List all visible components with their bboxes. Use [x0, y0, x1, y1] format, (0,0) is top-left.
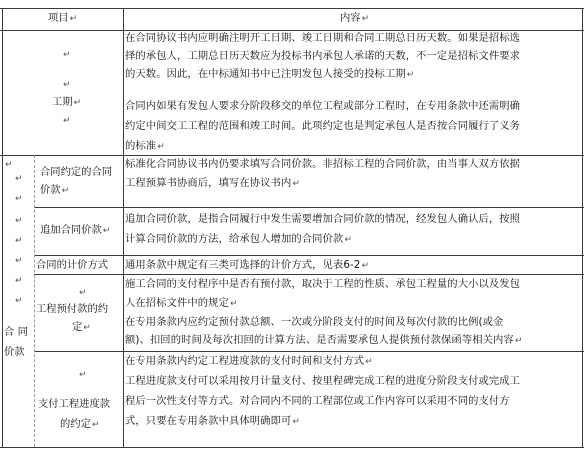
table-top-border	[0, 8, 584, 9]
price-group-label-line: 价款	[4, 346, 25, 358]
paragraph-mark: ↵	[63, 80, 71, 90]
row-content-line: 追加合同价款，是指合同履行中发生需要增加合同价款的情况，经发包人确认后，按照	[125, 213, 521, 225]
duration-line: 在合同协议书内应明确注明开工日期、竣工日期和合同工期总日历天数。如果是招标选	[125, 32, 521, 44]
paragraph-mark: ↵	[15, 216, 23, 226]
table-right-border	[582, 8, 583, 447]
row-divider	[34, 255, 584, 256]
row-content-line: 计算合同价款的方法，给承包人增加的合同价款↵	[125, 233, 352, 245]
duration-label: 工期↵	[52, 96, 82, 108]
table-bottom-border	[0, 447, 584, 448]
duration-line: 的标准↵	[125, 140, 165, 152]
paragraph-mark: ↵	[361, 14, 370, 24]
table-left-border	[2, 8, 3, 447]
duration-line: 合同内如果有发包人要求分阶段移交的单位工程或部分工程时，在专用条款中还需明确	[125, 100, 521, 112]
paragraph-mark: ↵	[79, 370, 87, 380]
header-item	[48, 10, 77, 27]
price-group-label	[4, 322, 28, 362]
row-content-line: 工程预算书协商后，填写在协议书内↵	[125, 177, 301, 189]
row-content-line: 在专用条款内应约定预付款总额、一次或分阶段支付的时间及每次付款的比例(或金	[125, 316, 504, 328]
duration-line: 择的承包人，工期总日历天数应为投标书内承包人承诺的天数，不一定是招标文件要求	[125, 50, 521, 62]
row-content-line: 通用条款中规定有三类可选择的计价方式，见表6-2↵	[125, 259, 370, 271]
column-divider	[123, 8, 124, 447]
row-divider	[34, 207, 584, 208]
paragraph-mark: ↵	[79, 288, 87, 298]
header-content	[340, 10, 369, 27]
duration-label-text: 工期	[52, 96, 73, 108]
row-label: 合同约定的合同 价款↵	[40, 166, 113, 196]
header-content-label: 内容	[340, 12, 361, 24]
duration-line: 的天数。因此，在中标通知书中已注明发包人接受的投标工期↵	[125, 68, 415, 80]
row-content-line: 程后一次性支付等方式。对合同内不同的工程部位或工作内容可以采用不同的支付方	[125, 395, 510, 407]
paragraph-mark: ↵	[63, 116, 71, 126]
row-label: 工程预付款的约 定↵	[36, 303, 109, 333]
paragraph-mark: ↵	[15, 276, 23, 286]
row-label: 追加合同价款↵	[40, 224, 111, 236]
row-divider	[34, 351, 584, 352]
paragraph-mark: ↵	[15, 236, 23, 246]
paragraph-mark: ↵	[63, 50, 71, 60]
header-item-label: 项目	[48, 12, 69, 24]
row-label: 支付工程进度款 的约定↵	[38, 398, 111, 430]
row-content-line: 人在招标文件中的规定↵	[125, 297, 238, 309]
row-label: 合同的计价方式	[36, 259, 109, 271]
paragraph-mark: ↵	[15, 174, 23, 184]
row-divider	[34, 274, 584, 275]
row-content-line: 标准化合同协议书内仍要求填写合同价款。非招标工程的合同价款，由当事人双方依据	[125, 158, 521, 170]
paragraph-mark: ↵	[69, 14, 78, 24]
price-group-label-line: 合 同	[4, 326, 28, 338]
row-content-line: 施工合同的支付程序中是否有预付款，取决于工程的性质、承包工程量的大小以及发包	[125, 278, 521, 290]
paragraph-mark: ↵	[15, 194, 23, 204]
row-content-line: 工程进度款支付可以采用按月计量支付、按里程碑完成工程的进度分阶段支付或完成工	[125, 375, 521, 387]
row-content-line: 在专用条款内约定工程进度款的支付时间和支付方式↵	[125, 355, 373, 367]
group-divider	[34, 155, 35, 447]
row-content-line: 额)、扣回的时间及每次扣回的计算方法、是否需要承包人提供预付款保函等相关内容↵	[125, 334, 523, 346]
paragraph-mark: ↵	[5, 160, 13, 170]
duration-line: 约定中间交工工程的范围和竣工时间。此项约定也是判定承包人是否按合同履行了义务	[125, 120, 521, 132]
row-content-line: 式，只要在专用条款中具体明确即可↵	[125, 415, 301, 427]
paragraph-mark: ↵	[15, 296, 23, 306]
paragraph-mark: ↵	[15, 256, 23, 266]
